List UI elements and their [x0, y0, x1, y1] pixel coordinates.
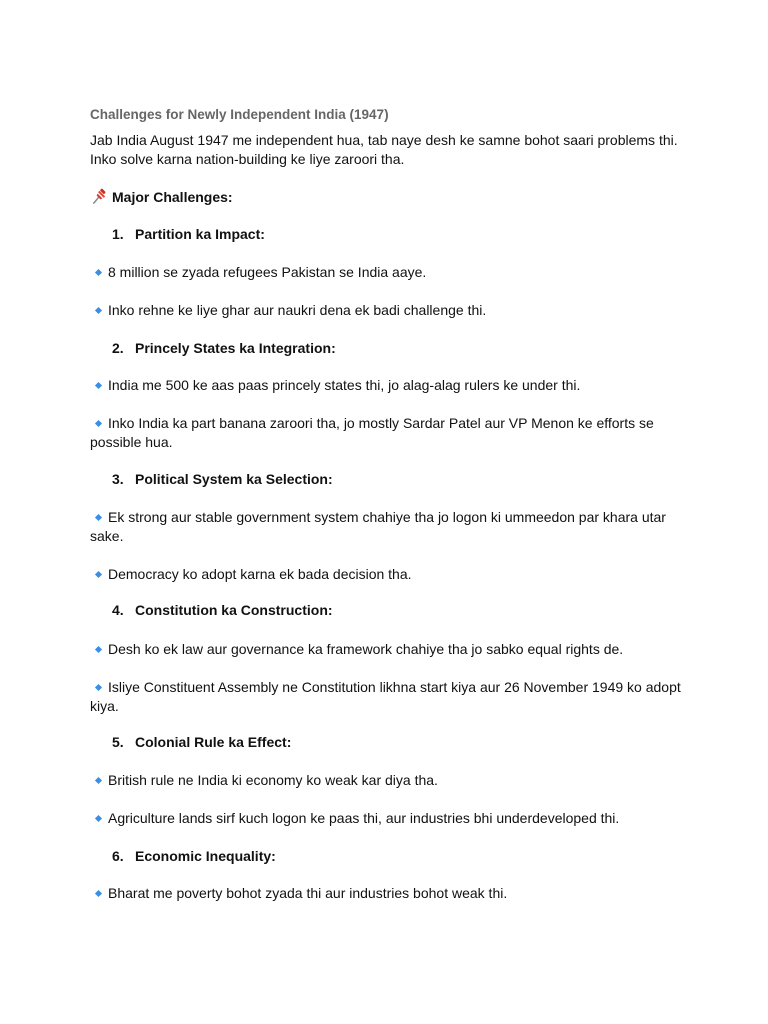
bullet-item [90, 414, 690, 452]
bullet-text: Isliye Constituent Assembly ne Constitution likhna start kiya aur 26 November 1949 ko adopt kiya. [90, 679, 681, 714]
bullet-diamond-icon [95, 420, 102, 427]
bullet-diamond-icon [95, 269, 102, 276]
intro-paragraph: Jab India August 1947 me independent hua, tab naye desh ke samne bohot saari problems thi. Inko solve karna nation-building ke liye zaroori tha. [90, 132, 678, 167]
bullet-text: Ek strong aur stable government system chahiye tha jo logon ki ummeedon par khara utar sake. [90, 509, 666, 544]
section-heading [112, 734, 291, 750]
bullet-item [90, 771, 690, 790]
section-title: Political System ka Selection: [135, 471, 333, 487]
bullet-diamond-icon [95, 646, 102, 653]
section-heading [112, 848, 276, 864]
bullet-item [90, 508, 690, 546]
bullet-text: Democracy ko adopt karna ek bada decision tha. [108, 566, 412, 582]
bullet-diamond-icon [95, 777, 102, 784]
bullet-diamond-icon [95, 571, 102, 578]
major-challenges-heading [90, 187, 233, 206]
bullet-item [90, 565, 690, 584]
bullet-diamond-icon [95, 684, 102, 691]
bullet-item [90, 809, 690, 828]
bullet-text: British rule ne India ki economy ko weak kar diya tha. [108, 772, 438, 788]
bullet-text: 8 million se zyada refugees Pakistan se India aaye. [108, 264, 427, 280]
document-title: Challenges for Newly Independent India (1947) [90, 107, 389, 122]
bullet-text: Desh ko ek law aur governance ka framework chahiye tha jo sabko equal rights de. [108, 641, 624, 657]
section-title: Princely States ka Integration: [135, 340, 336, 356]
bullet-text: Bharat me poverty bohot zyada thi aur industries bohot weak thi. [108, 885, 508, 901]
section-title: Constitution ka Construction: [135, 602, 333, 618]
bullet-item [90, 884, 690, 903]
section-number: 6. [112, 848, 124, 864]
bullet-text: Inko India ka part banana zaroori tha, jo mostly Sardar Patel aur VP Menon ke efforts se possible hua. [90, 415, 654, 450]
bullet-diamond-icon [95, 890, 102, 897]
bullet-diamond-icon [95, 514, 102, 521]
bullet-item [90, 678, 690, 716]
bullet-diamond-icon [95, 815, 102, 822]
bullet-text: India me 500 ke aas paas princely states thi, jo alag-alag rulers ke under thi. [108, 377, 581, 393]
section-heading [112, 602, 333, 618]
section-number: 1. [112, 226, 124, 242]
bullet-item [90, 376, 690, 395]
section-title: Partition ka Impact: [135, 226, 265, 242]
bullet-item [90, 640, 690, 659]
bullet-diamond-icon [95, 382, 102, 389]
bullet-text: Inko rehne ke liye ghar aur naukri dena ek badi challenge thi. [108, 302, 487, 318]
major-challenges-label: Major Challenges: [112, 188, 233, 205]
bullet-item [90, 301, 690, 320]
bullet-diamond-icon [95, 307, 102, 314]
section-number: 3. [112, 471, 124, 487]
section-title: Colonial Rule ka Effect: [135, 734, 292, 750]
section-number: 5. [112, 734, 124, 750]
section-heading [112, 226, 265, 242]
bullet-item [90, 263, 690, 282]
pushpin-icon [90, 187, 109, 206]
section-number: 4. [112, 602, 124, 618]
section-number: 2. [112, 340, 124, 356]
section-heading [112, 471, 333, 487]
section-heading [112, 340, 336, 356]
section-title: Economic Inequality: [135, 848, 276, 864]
bullet-text: Agriculture lands sirf kuch logon ke paas thi, aur industries bhi underdeveloped thi. [108, 810, 620, 826]
